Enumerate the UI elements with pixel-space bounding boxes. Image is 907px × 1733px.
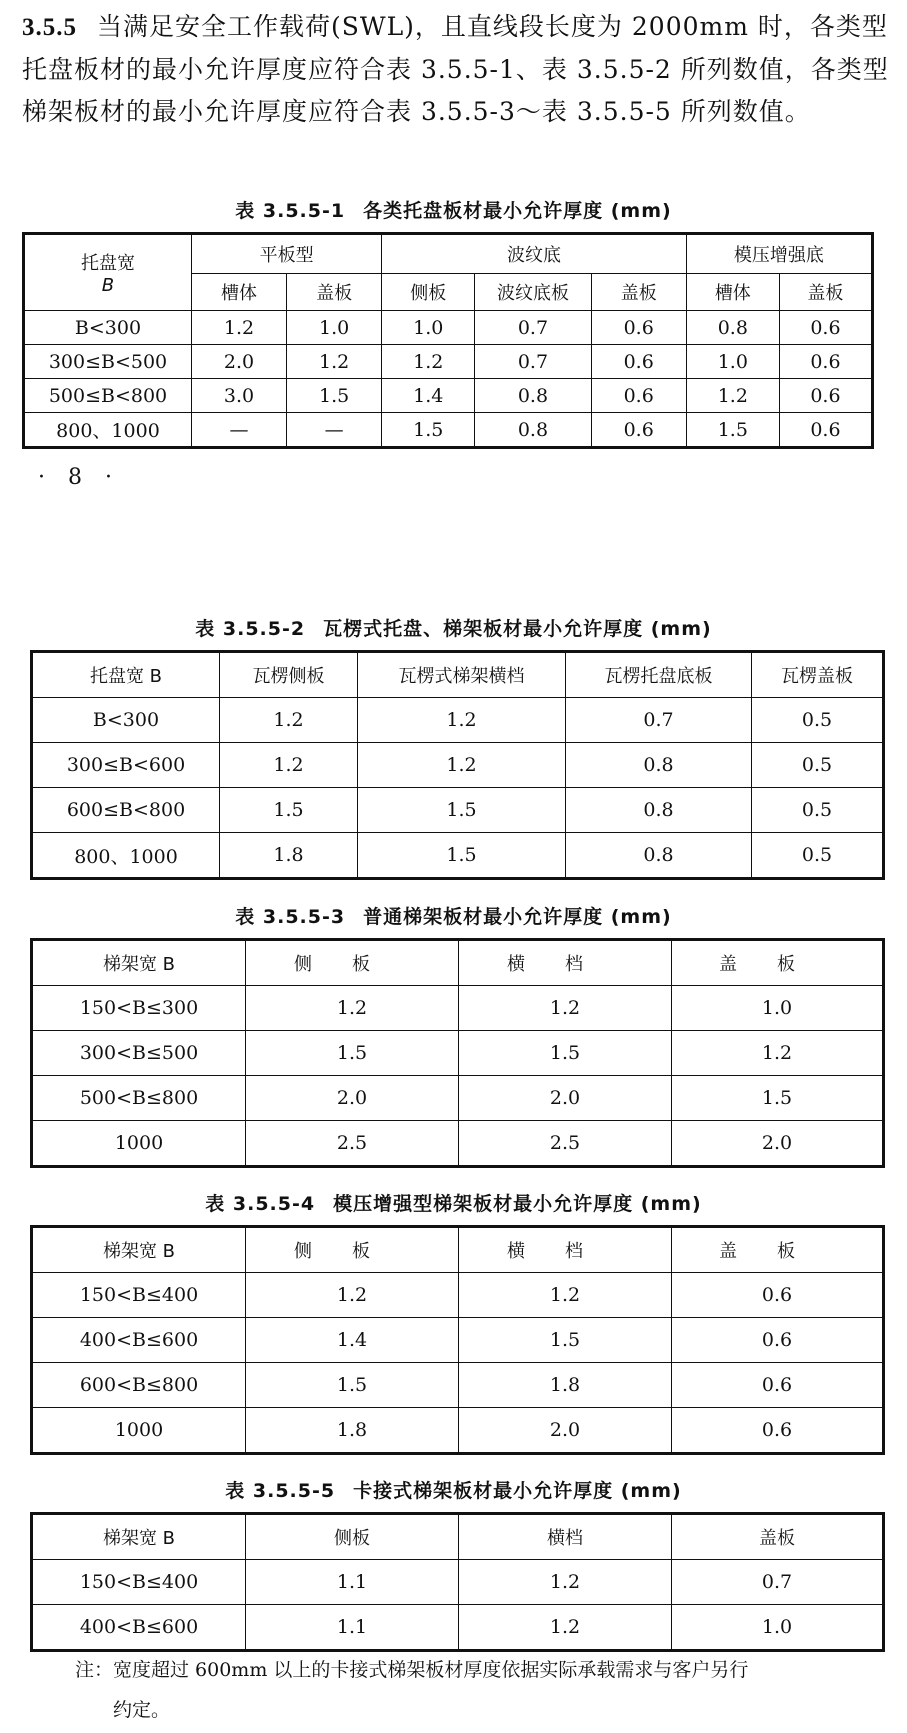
table-cell: 1000 [32, 1121, 246, 1167]
table-header-cell: 侧板 [246, 940, 459, 986]
table2-title: 瓦楞式托盘、梯架板材最小允许厚度 (mm) [323, 618, 712, 640]
table-cell: 0.8 [475, 413, 591, 448]
table3-title: 普通梯架板材最小允许厚度 (mm) [363, 906, 672, 928]
table-cell: 1000 [32, 1408, 246, 1454]
table-cell: 2.5 [459, 1121, 672, 1167]
table-row [32, 1121, 884, 1167]
table2-id: 表 3.5.5-2 [195, 618, 306, 640]
table-cell: 0.6 [672, 1363, 884, 1408]
table-cell: 1.2 [246, 1273, 459, 1318]
table-cell: 1.5 [459, 1031, 672, 1076]
table-cell: 1.0 [686, 345, 779, 379]
table2-caption [0, 614, 907, 641]
table5-id: 表 3.5.5-5 [225, 1480, 336, 1502]
table-cell: 500≤B<800 [24, 379, 192, 413]
table1-group-corrugated: 波纹底 [382, 234, 687, 274]
table-cell: 150<B≤300 [32, 986, 246, 1031]
table-cell: 1.8 [220, 833, 358, 879]
table-cell: 0.6 [779, 345, 872, 379]
table3-caption [0, 902, 907, 929]
table4-header-row [32, 1227, 884, 1273]
table-cell: 1.5 [459, 1318, 672, 1363]
table-cell: 0.7 [475, 345, 591, 379]
table-header-cell: 瓦楞盖板 [752, 652, 884, 698]
section-paragraph [22, 6, 892, 133]
table-cell: 1.5 [382, 413, 475, 448]
table-cell: 0.6 [591, 345, 686, 379]
table-cell: 0.8 [686, 311, 779, 345]
table-header-cell: 盖板 [672, 1514, 884, 1560]
table-cell: 2.0 [246, 1076, 459, 1121]
page-number: · 8 · [38, 465, 120, 490]
note-line-1: 注：宽度超过 600mm 以上的卡接式梯架板材厚度依据实际承载需求与客户另行 [75, 1659, 749, 1681]
table1-col: 盖板 [591, 274, 686, 311]
table-cell: 0.8 [566, 833, 752, 879]
table-row [32, 788, 884, 833]
table5-caption [0, 1476, 907, 1503]
table-cell: 2.5 [246, 1121, 459, 1167]
section-number: 3.5.5 [22, 14, 77, 41]
table-cell: B<300 [32, 698, 220, 743]
table-cell: — [287, 413, 382, 448]
table-cell: 2.0 [459, 1408, 672, 1454]
table-cell: 800、1000 [24, 413, 192, 448]
table-cell: 1.8 [459, 1363, 672, 1408]
table-row [32, 1560, 884, 1605]
table-cell: 0.6 [779, 379, 872, 413]
table1 [22, 232, 874, 449]
table-cell: 2.0 [672, 1121, 884, 1167]
table-header-cell: 梯架宽 B [32, 940, 246, 986]
table-cell: 1.2 [459, 1560, 672, 1605]
table-cell: 1.2 [459, 986, 672, 1031]
table-cell: 150<B≤400 [32, 1560, 246, 1605]
table-cell: 0.7 [566, 698, 752, 743]
table-cell: 1.2 [220, 743, 358, 788]
table-cell: 1.5 [358, 788, 566, 833]
table1-col: 波纹底板 [475, 274, 591, 311]
table-cell: 1.2 [287, 345, 382, 379]
table-header-cell: 瓦楞侧板 [220, 652, 358, 698]
table-cell: 0.7 [475, 311, 591, 345]
table2 [30, 650, 885, 880]
table-cell: 800、1000 [32, 833, 220, 879]
table-cell: 1.2 [358, 698, 566, 743]
table-row [32, 698, 884, 743]
table-cell: 1.2 [191, 311, 286, 345]
table1-col: 槽体 [191, 274, 286, 311]
table-header-cell: 梯架宽 B [32, 1227, 246, 1273]
table-cell: 1.5 [220, 788, 358, 833]
table-cell: 1.4 [382, 379, 475, 413]
table4-caption [0, 1189, 907, 1216]
table-cell: 0.6 [672, 1273, 884, 1318]
table-row [32, 1363, 884, 1408]
table-cell: 0.8 [566, 788, 752, 833]
table-cell: 2.0 [459, 1076, 672, 1121]
table5 [30, 1512, 885, 1652]
table-cell: 400<B≤600 [32, 1318, 246, 1363]
table-cell: 1.5 [686, 413, 779, 448]
table4 [30, 1225, 885, 1455]
table-cell: 0.7 [672, 1560, 884, 1605]
table-header-cell: 瓦楞托盘底板 [566, 652, 752, 698]
table2-header-row [32, 652, 884, 698]
table-cell: 0.5 [752, 698, 884, 743]
table-row [32, 1318, 884, 1363]
table-cell: 1.2 [382, 345, 475, 379]
table-header-cell: 盖板 [672, 940, 884, 986]
table-cell: 0.8 [475, 379, 591, 413]
table-cell: B<300 [24, 311, 192, 345]
table-cell: 0.6 [779, 311, 872, 345]
table-cell: 1.5 [672, 1076, 884, 1121]
table-cell: 1.0 [672, 986, 884, 1031]
table-row [24, 413, 873, 448]
table1-col: 槽体 [686, 274, 779, 311]
table5-title: 卡接式梯架板材最小允许厚度 (mm) [353, 1480, 682, 1502]
table-header-cell: 横档 [459, 1227, 672, 1273]
table-header-cell: 横档 [459, 1514, 672, 1560]
table1-header-row-1 [24, 234, 873, 274]
table-cell: 3.0 [191, 379, 286, 413]
table-row [24, 311, 873, 345]
table-cell: 1.5 [358, 833, 566, 879]
table-cell: 0.6 [591, 379, 686, 413]
table-cell: 1.1 [246, 1605, 459, 1651]
table-row [32, 833, 884, 879]
table-cell: 600<B≤800 [32, 1363, 246, 1408]
table-cell: 0.6 [779, 413, 872, 448]
table-cell: 300<B≤500 [32, 1031, 246, 1076]
table1-caption [0, 196, 907, 223]
table-row [32, 743, 884, 788]
table5-header-row [32, 1514, 884, 1560]
table-cell: 0.5 [752, 833, 884, 879]
table-cell: 0.8 [566, 743, 752, 788]
table3 [30, 938, 885, 1168]
table-cell: 0.6 [591, 413, 686, 448]
table1-group-pressed: 模压增强底 [686, 234, 872, 274]
table3-id: 表 3.5.5-3 [235, 906, 346, 928]
table-cell: 1.2 [672, 1031, 884, 1076]
table-cell: 150<B≤400 [32, 1273, 246, 1318]
section-text: 当满足安全工作载荷(SWL)，且直线段长度为 2000mm 时，各类型托盘板材的最小允许厚度应符合表 3.5.5-1、表 3.5.5-2 所列数值，各类型梯架板材的最小允许厚度应符合表 3.5.5-3～表 3.5.5-5 所列数值。 [22, 12, 889, 126]
table-cell: 1.2 [459, 1605, 672, 1651]
table-cell: 0.6 [672, 1318, 884, 1363]
table-cell: 500<B≤800 [32, 1076, 246, 1121]
table1-col: 侧板 [382, 274, 475, 311]
table-cell: 2.0 [191, 345, 286, 379]
table-cell: 300≤B<600 [32, 743, 220, 788]
table3-header-row [32, 940, 884, 986]
table-cell: 1.2 [220, 698, 358, 743]
table-header-cell: 侧板 [246, 1227, 459, 1273]
table-row [24, 345, 873, 379]
table1-group-flat: 平板型 [191, 234, 381, 274]
note-line-2: 约定。 [113, 1699, 171, 1721]
table-cell: 0.5 [752, 788, 884, 833]
table4-id: 表 3.5.5-4 [205, 1193, 316, 1215]
table1-row-header: 托盘宽 B [24, 234, 192, 311]
table-header-cell: 盖板 [672, 1227, 884, 1273]
table-row [32, 1408, 884, 1454]
table-header-cell: 托盘宽 B [32, 652, 220, 698]
table1-id: 表 3.5.5-1 [235, 200, 346, 222]
table-cell: 1.0 [672, 1605, 884, 1651]
table1-col: 盖板 [287, 274, 382, 311]
table-header-cell: 梯架宽 B [32, 1514, 246, 1560]
table-row [32, 1273, 884, 1318]
table-row [32, 1031, 884, 1076]
table-cell: 1.1 [246, 1560, 459, 1605]
table1-col: 盖板 [779, 274, 872, 311]
table-cell: 1.2 [246, 986, 459, 1031]
table-cell: 0.5 [752, 743, 884, 788]
table1-title: 各类托盘板材最小允许厚度 (mm) [363, 200, 672, 222]
table-cell: 0.6 [672, 1408, 884, 1454]
table-cell: — [191, 413, 286, 448]
table-cell: 300≤B<500 [24, 345, 192, 379]
table-row [24, 379, 873, 413]
table-cell: 1.0 [382, 311, 475, 345]
table-cell: 1.2 [686, 379, 779, 413]
table-header-cell: 瓦楞式梯架横档 [358, 652, 566, 698]
table-row [32, 1076, 884, 1121]
table-cell: 600≤B<800 [32, 788, 220, 833]
table-cell: 1.5 [246, 1363, 459, 1408]
table-cell: 0.6 [591, 311, 686, 345]
table4-title: 模压增强型梯架板材最小允许厚度 (mm) [333, 1193, 702, 1215]
table-cell: 1.2 [459, 1273, 672, 1318]
table-row [32, 986, 884, 1031]
table-cell: 400<B≤600 [32, 1605, 246, 1651]
table-note [75, 1650, 895, 1730]
table-cell: 1.2 [358, 743, 566, 788]
table-cell: 1.0 [287, 311, 382, 345]
table-header-cell: 横档 [459, 940, 672, 986]
table-header-cell: 侧板 [246, 1514, 459, 1560]
table-row [32, 1605, 884, 1651]
table-cell: 1.4 [246, 1318, 459, 1363]
table-cell: 1.5 [246, 1031, 459, 1076]
table-cell: 1.8 [246, 1408, 459, 1454]
table-cell: 1.5 [287, 379, 382, 413]
